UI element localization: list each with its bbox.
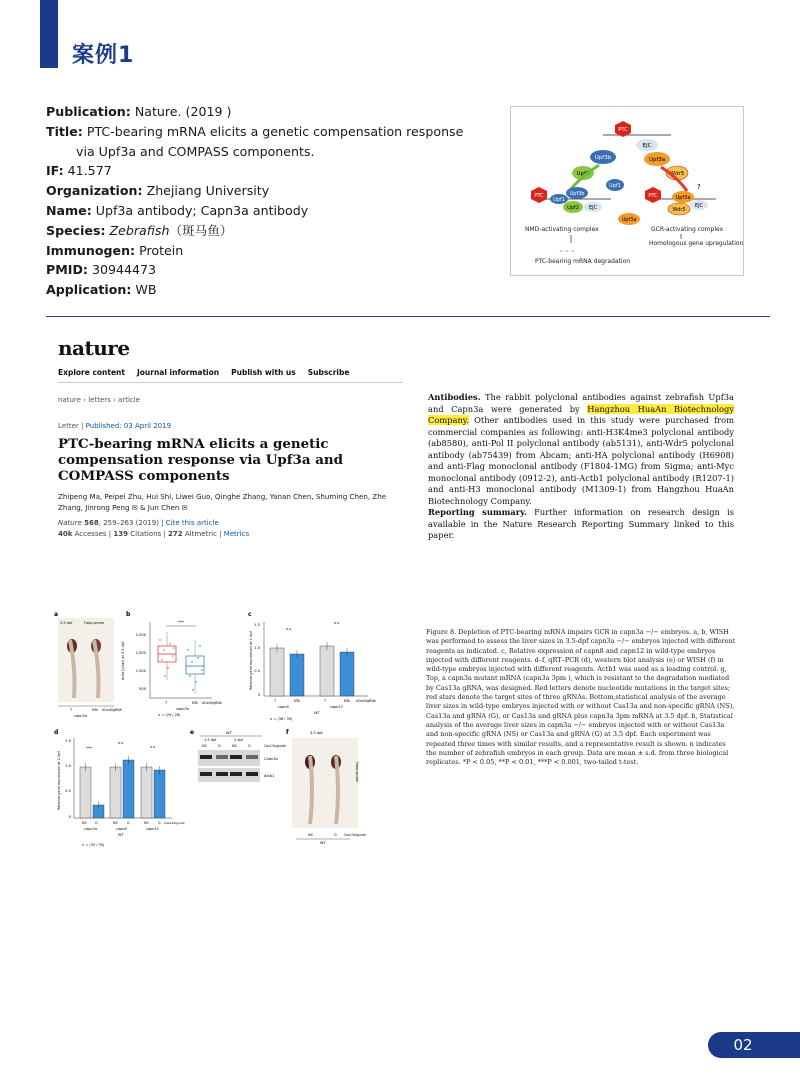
gcr-complex-label: GCR-activating complex (651, 226, 724, 233)
antibodies-text-2: Other antibodies used in this study were purchased from commercial companies as following: anti-H3K4me3 polyclonal antibody (ab8580), anti-Pol II polyclonal antibody (ab5131), anti-Wdr5 polyclonal antibody (ab75439) from Abcam; anti-HA polyclonal antibody (H6908) and anti-Flag monoclonal antibody (F1804-1MG) from Sigma; anti-Myc monoclonal antibody (0912-2), anti-Actb1 polyclonal antibody (R1207-1) and anti-H3 monoclonal antibody (M1309-1) from Hangzhou HuaAn Biotechnology Company. (428, 415, 734, 506)
panel-d-ylabel: Relative gene expression at 2 dpf (57, 751, 61, 810)
panel-f-image (292, 738, 358, 828)
band (200, 772, 212, 776)
panel-c-xlabel: NTs (344, 699, 351, 703)
nature-article-header (58, 336, 403, 561)
panel-d-n: n = (35 / 35) (82, 843, 105, 847)
panel-d-xlabel: NS (113, 821, 118, 825)
panel-a-gene: capn3a (74, 714, 87, 718)
panel-f-G: G (334, 833, 337, 837)
panel-c-ns-1: n.s (286, 627, 292, 631)
article-metrics: 40k Accesses | 139 Citations | 272 Altmetric | Metrics (58, 530, 250, 538)
panel-c-bars (270, 642, 354, 696)
degradation-label: PTC-bearing mRNA degradation (535, 258, 631, 265)
panel-a-NTs: NTs (92, 708, 99, 712)
panel-d-ytick: 1.0 (65, 764, 71, 768)
nav-subscribe[interactable]: Subscribe (307, 368, 350, 377)
journal-volume: 568 (84, 519, 99, 527)
panel-e-lane: G (218, 744, 221, 748)
reporting-summary-label: Reporting summary. (428, 507, 527, 517)
panel-b-ytick: 2,000 (135, 633, 146, 637)
panel-d-xlabel: G (158, 821, 161, 825)
species-value: Zebrafish (109, 222, 170, 238)
panel-c-ylabel: Relative gene expression at 1 dpf (249, 631, 253, 690)
wdr5-label: Wdr5 (669, 171, 685, 177)
title-label: Title: (46, 123, 83, 139)
ptc-label-left: PTC (534, 193, 544, 199)
ptc-label-right: PTC (648, 193, 658, 199)
panel-b-T: T (165, 701, 168, 705)
title-value-line2: via Upf3a and COMPASS components. (76, 143, 315, 159)
panel-b-NTs: NTs (192, 701, 199, 705)
panel-f-probe: Fabp-probe (355, 762, 359, 783)
upf2-label: Upf2 (576, 171, 590, 177)
bar (340, 652, 354, 696)
panel-d-ytick: 0 (68, 815, 71, 819)
citations-count: 139 (113, 530, 128, 538)
panel-d-gene: capn3a (84, 827, 97, 831)
panel-f-NS: NS (308, 833, 313, 837)
panel-d-ns-2: n.s (150, 745, 156, 749)
journal-name: Nature (58, 519, 82, 527)
nav-publish-with-us[interactable]: Publish with us (231, 368, 296, 377)
upf3a-label-c: Upf3a (675, 195, 691, 201)
bar (141, 767, 152, 818)
panel-d-ns-1: n.s (118, 741, 124, 745)
panel-e-lane: NS (202, 744, 207, 748)
cite-article-link[interactable]: Cite this article (165, 519, 219, 527)
panel-c-xlabel: T (324, 699, 327, 703)
panel-c-ytick: 0.5 (254, 669, 260, 673)
panel-c-ns-2: n.s (334, 621, 340, 625)
band (200, 755, 212, 759)
pmid-value: 30944473 (91, 262, 157, 278)
altmetric-count: 272 (167, 530, 183, 538)
panel-f-stage: 3.5 dpf (310, 731, 323, 735)
panel-b-ylabel: Area (pixel) at 3.5 dpf (121, 641, 125, 680)
metrics-link[interactable]: Metrics (223, 530, 250, 538)
upf3a-label: Upf3a (648, 157, 666, 163)
page-number-extension (778, 1032, 800, 1058)
ejc-label-c: EJC (694, 203, 704, 209)
published-date: Published: 03 April 2019 (85, 422, 172, 430)
application-label: Application: (46, 282, 132, 298)
bar (290, 654, 304, 696)
panel-c-xlabel: T (274, 699, 277, 703)
bar (320, 646, 334, 696)
panel-b-ytick: 500 (139, 687, 146, 691)
accesses-label: Accesses (74, 530, 107, 538)
band (216, 772, 228, 776)
upf2-label-b: Upf2 (567, 205, 579, 211)
upf3b-label-b: Upf3b (569, 191, 585, 197)
nmd-complex-label: NMD-activating complex (525, 226, 599, 233)
panel-b-ytick: 1,500 (135, 651, 146, 655)
panel-d-xlabel: G (127, 821, 130, 825)
species-label: Species: (46, 222, 106, 238)
authors[interactable]: Zhipeng Ma, Peipei Zhu, Hui Shi, Liwei Guo, Qinghe Zhang, Yanan Chen, Shuming Chen, Zhe Zhang, Jinrong Peng ✉ & Jun Chen ✉ (58, 492, 387, 512)
upf1-label: Upf1 (609, 183, 621, 189)
figure-caption: Figure 8. Depletion of PTC-bearing mRNA impairs GCR in capn3a −/− embryos. a, b, WISH was performed to assess the liver sizes in 3.5-dpf capn3a −/− embryos injected with different reagents as indicated. c, Relative expression of capn8 and capn12 in wild-type embryos injected with different reagents. d–f, qRT–PCR (d), western blot analysis (e) or WISH (f) in wild-type embryos injected with different reagents. Actb1 was used as a loading control. g, Top, a capn3a mutant mRNA (capn3a 3pm ), which is resistant to the degradation mediated by Cas13a gRNA, was designed. Red letters denote nucleotide mutations in the target sites; red stars denote the target sites of three gRNAs. Bottom,statistical analysis of the average liver sizes in wild-type embryos injected with or without Cas13a and non-specific gRNA (NS), Cas13a and gRNA (G), or Cas13a and gRNA plus capn3a 3pm mRNA at 3.5 dpf. h, Statistical analysis of the average liver sizes in capn3a −/− embryos injected with or without Cas13a and non-specific gRNA (NS) or Cas13a and gRNA (G) at 3.5 dpf. Each experiment was repeated three times with similar results, and a representative result is shown. n indicates the number of zebrafish embryos in each group. Data are mean ± s.d. from three biological replicates. *P < 0.05, **P < 0.01, ***P < 0.001, two-tailed t-test. (426, 628, 736, 767)
bar (110, 767, 121, 818)
panel-d-ytick: 0.5 (65, 789, 71, 793)
panel-c-guide: dCas9/gRNA (356, 699, 376, 703)
panel-d-xlabel: NS (144, 821, 149, 825)
panel-b-ytick: 1,000 (135, 669, 146, 673)
ptc-label: PTC (618, 127, 628, 133)
panel-a-guide: dCas9/gRNA (102, 708, 122, 712)
panel-a-image (58, 618, 114, 702)
band (246, 772, 258, 776)
bar (270, 648, 284, 696)
accesses-count: 40k (58, 530, 73, 538)
page-title: 案例1 (72, 43, 135, 68)
panel-c-gene: capn8 (278, 705, 289, 709)
title-value-line1: PTC-bearing mRNA elicits a genetic compensation response (86, 123, 464, 139)
organization-value: Zhejiang University (146, 183, 270, 199)
panel-c-label: c (248, 611, 252, 618)
question-mark: ? (697, 183, 701, 191)
panel-b-gene: capn3a (176, 707, 189, 711)
nature-nav (58, 368, 403, 383)
name-label: Name: (46, 202, 92, 218)
journal-pages: , 259–263 (2019) (98, 519, 159, 527)
panel-d-guide: Cas13a/guide (164, 821, 185, 825)
panel-a-probe: Fabp-probe (84, 621, 105, 625)
panel-a-T: T (70, 708, 73, 712)
nav-journal-information[interactable]: Journal information (136, 368, 220, 377)
page-number: 02 (708, 1032, 778, 1058)
breadcrumb-letters[interactable]: letters (88, 396, 111, 404)
article-title: PTC-bearing mRNA elicits a genetic compensation response via Upf3a and COMPASS components (58, 436, 343, 484)
article-meta: Letter | Published: 03 April 2019 (58, 422, 172, 430)
nav-explore-content[interactable]: Explore content (58, 368, 125, 377)
panel-e-lane: G (248, 744, 251, 748)
panel-d-wt: WT (118, 833, 124, 837)
panel-b-n: n = (29 / 28) (158, 713, 181, 717)
panel-b-guide: dCas9/gRNA (202, 701, 222, 705)
wdr5-label-b: Wdr5 (672, 207, 686, 213)
article-type: Letter (58, 422, 79, 430)
panel-e-lane: NS (232, 744, 237, 748)
panel-d-bars (80, 756, 165, 818)
panel-c-ytick: 0 (257, 693, 260, 697)
panel-d-gene: capn12 (146, 827, 159, 831)
panel-f-label: f (286, 729, 289, 736)
upf1-label-b: Upf1 (553, 197, 565, 203)
panel-d-gene: capn8 (116, 827, 127, 831)
antibodies-paragraph (428, 392, 734, 542)
antibodies-label: Antibodies. (428, 392, 481, 402)
panel-e-2dpf: 2 dpf (234, 738, 244, 742)
band (230, 755, 242, 759)
upf3a-label-b: Upf3a (621, 217, 637, 223)
panel-f-guide: Cas13a/guide (344, 833, 366, 837)
if-value: 41.577 (67, 163, 112, 179)
pathway-diagram (510, 106, 744, 276)
panel-c-xlabel: NTs (294, 699, 301, 703)
panel-c-ytick: 1.0 (254, 646, 260, 650)
panel-d-xlabel: G (95, 821, 98, 825)
antibodies-text-1: The rabbit polyclonal antibodies against zebrafish Upf3a and Capn3a were generated by (428, 392, 734, 414)
fragment-glyph: ~ ~ ~ (559, 249, 575, 255)
publication-info (46, 102, 476, 300)
nature-logo[interactable]: nature (58, 336, 130, 360)
panel-f-wt: WT (320, 841, 326, 845)
species-value-cn: （斑马鱼） (169, 222, 233, 238)
upf3b-label: Upf3b (594, 155, 612, 161)
band (246, 755, 258, 759)
panel-e-1.5dpf: 1.5 dpf (204, 738, 217, 742)
publication-value: Nature. (2019 ) (134, 104, 232, 119)
panel-b-label: b (126, 611, 131, 618)
panel-b-box-NTs (186, 656, 204, 674)
panel-d-label: d (54, 729, 59, 736)
bar (123, 760, 134, 818)
application-value: WB (135, 282, 157, 298)
citations-label: Citations (130, 530, 162, 538)
panel-e-guide: Cas13a/guide (264, 744, 286, 748)
panel-e-capn3a: Capn3a (264, 757, 278, 761)
name-value: Upf3a antibody; Capn3a antibody (95, 202, 309, 218)
figure-panels (52, 610, 404, 860)
organization-label: Organization: (46, 183, 143, 199)
panel-d-sig: *** (86, 746, 92, 751)
ejc-label-b: EJC (588, 205, 598, 211)
panel-a-stage: 3.5 dpf (60, 621, 73, 625)
panel-b-sig: *** (178, 620, 184, 625)
ejc-label: EJC (642, 143, 652, 149)
band (216, 755, 228, 759)
breadcrumb-nature[interactable]: nature (58, 396, 81, 404)
panel-a-label: a (54, 611, 59, 618)
highlighted-company: Hangzhou HuaAn Biotechnology Company. (428, 403, 734, 425)
band (230, 772, 242, 776)
if-label: IF: (46, 163, 64, 179)
embryo-body (310, 756, 312, 824)
panel-c-wt: WT (314, 711, 320, 715)
panel-c-ytick: 1.5 (254, 623, 260, 627)
homologous-label: Homologous gene upregulation (649, 240, 743, 247)
altmetric-label: Altmetric (184, 530, 217, 538)
immunogen-label: Immunogen: (46, 242, 136, 258)
section-divider (46, 316, 770, 317)
panel-e-label: e (190, 729, 195, 736)
panel-e-actb1: Actb1 (264, 774, 275, 778)
panel-c-n: n = (36 / 35) (270, 717, 293, 721)
bar (80, 767, 91, 818)
bar (154, 770, 165, 818)
panel-e-wt: WT (226, 731, 232, 735)
publication-label: Publication: (46, 104, 131, 119)
immunogen-value: Protein (139, 242, 184, 258)
panel-d-ytick: 1.5 (65, 739, 71, 743)
embryo-body (336, 756, 338, 824)
panel-c-gene: capn12 (330, 705, 343, 709)
citation-line: Nature 568, 259–263 (2019) | Cite this article (58, 519, 219, 527)
pmid-label: PMID: (46, 262, 88, 278)
breadcrumb: nature › letters › article (58, 396, 140, 404)
breadcrumb-article: article (118, 396, 140, 404)
reporting-summary-text: Further information on research design is available in the Nature Research Reporting Summary linked to this paper. (428, 507, 734, 540)
header-accent-bar (40, 0, 58, 68)
panel-d-xlabel: NS (82, 821, 87, 825)
